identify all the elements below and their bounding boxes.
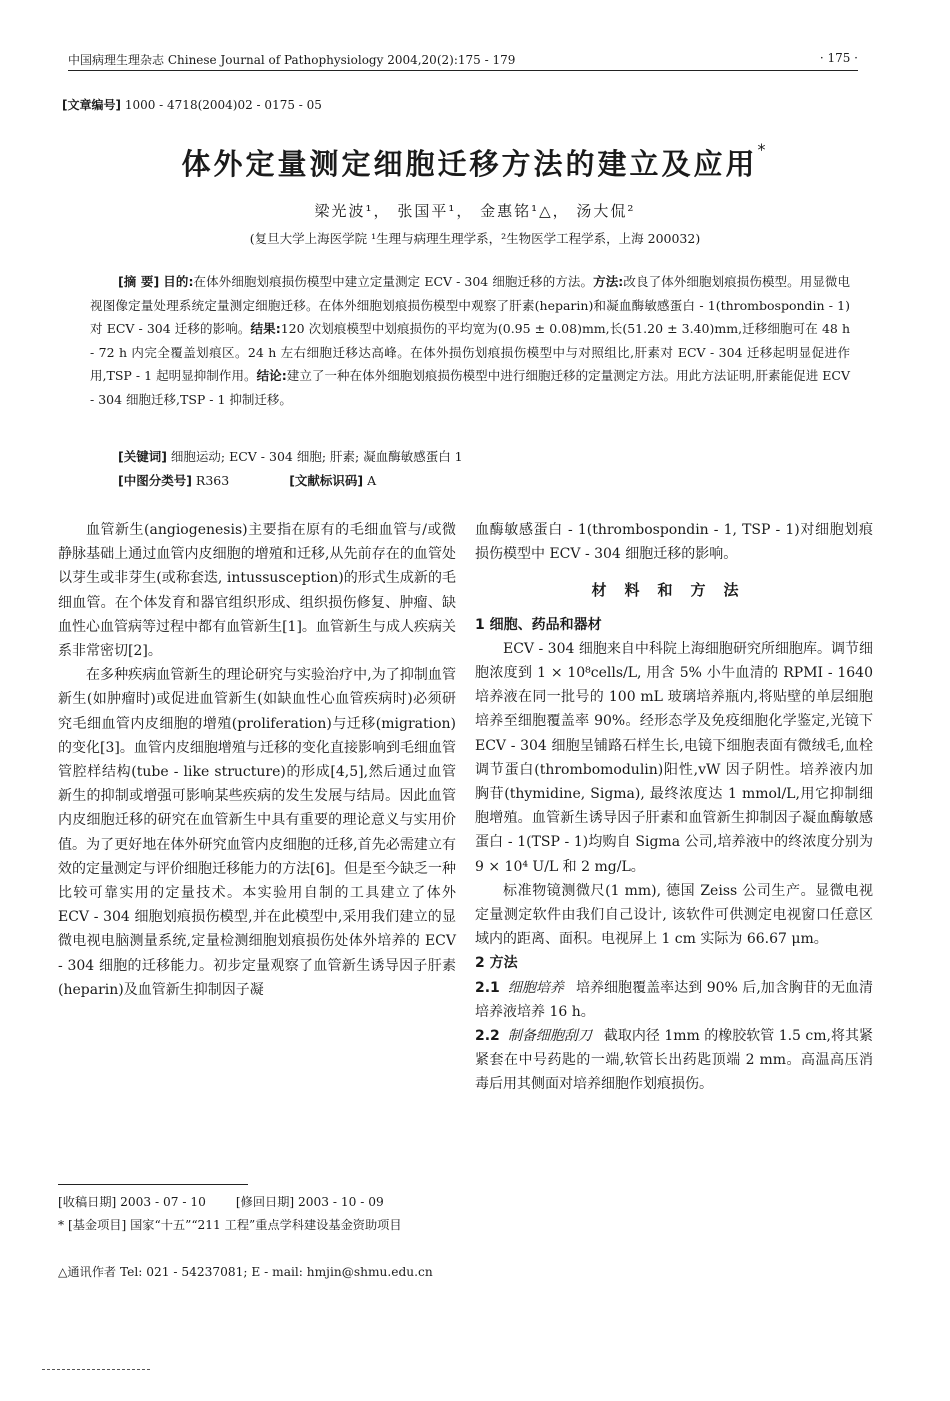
received-date: 2003 - 07 - 10 [120, 1195, 206, 1209]
intro-paragraph-1: 血管新生(angiogenesis)主要指在原有的毛细血管与/或微静脉基础上通过血管内皮细胞的增殖和迁移,从先前存在的血管处以芽生或非芽生(或称套迭, intussusception)的形式生成新的毛细血管。在个体发育和器官组织形成、组织损伤修复、肿瘤、缺血性心血管病等过程中都有血管新生[1]。血管新生与成人疾病关系非常密切[2]。 [58, 522, 456, 660]
authors: 梁光波¹， 张国平¹， 金惠铭¹△， 汤大侃² [314, 202, 636, 220]
subsection-2-2-number: 2.2 [475, 1028, 500, 1045]
subsection-2-1-text: 培养细胞覆盖率达到 90% 后,加含胸苷的无血清培养液培养 16 h。 [475, 979, 874, 1020]
right-column [475, 518, 873, 1097]
running-header [68, 48, 858, 71]
abstract-label: [摘 要] [118, 274, 160, 289]
footnote-separator [58, 1184, 248, 1185]
subsection-2-1-number: 2.1 [475, 979, 500, 996]
received-label: [收稿日期] [58, 1195, 117, 1209]
journal-citation: 中国病理生理杂志 Chinese Journal of Pathophysiology 2004,20(2):175 - 179 [68, 53, 516, 67]
methods-label: 方法: [593, 274, 624, 289]
article-number [62, 96, 322, 113]
intro-continuation: 血酶敏感蛋白 - 1(thrombospondin - 1, TSP - 1)对细胞划痕损伤模型中 ECV - 304 细胞迁移的影响。 [475, 522, 873, 563]
section-title-methods: 材料和方法 [591, 581, 757, 600]
subsection-2-2-title: 制备细胞刮刀 [507, 1028, 592, 1045]
results-label: 结果: [250, 321, 281, 336]
subsection-2-2 [475, 1024, 873, 1097]
clc-label: [中图分类号] [118, 473, 192, 488]
objective-text: 在体外细胞划痕损伤模型中建立定量测定 ECV - 304 细胞迁移的方法。 [193, 274, 594, 289]
conclusion-text: 建立了一种在体外细胞划痕损伤模型中进行细胞迁移的定量测定方法。用此方法证明,肝素能促进 ECV - 304 细胞迁移,TSP - 1 抑制迁移。 [90, 368, 851, 407]
footnote-contact: △通讯作者 Tel: 021 - 54237081; E - mail: hmjin@shmu.edu.cn [58, 1265, 433, 1279]
clc-value: R363 [195, 473, 230, 488]
keywords-label: [关键词] [118, 449, 167, 464]
keywords [118, 447, 463, 465]
doc-code-value: A [367, 473, 377, 488]
footnote-fund: * [基金项目] 国家“十五”“211 工程”重点学科建设基金资助项目 [58, 1218, 402, 1232]
conclusion-label: 结论: [256, 368, 287, 383]
revised-date: 2003 - 10 - 09 [298, 1195, 384, 1209]
revised-label: [修回日期] [235, 1195, 295, 1209]
subsection-2-1-title: 细胞培养 [507, 979, 564, 996]
affiliation: (复旦大学上海医学院 ¹生理与病理生理学系，²生物医学工程学系，上海 200032) [249, 231, 701, 246]
materials-paragraph-2: 标准物镜测微尺(1 mm), 德国 Zeiss 公司生产。显微电视定量测定软件由我们自己设计, 该软件可供测定电视窗口任意区域内的距离、面积。电视屏上 1 cm 实际为 66.67 μm。 [475, 882, 873, 948]
intro-paragraph-2: 在多种疾病血管新生的理论研究与实验治疗中,为了抑制血管新生(如肿瘤时)或促进血管新生(如缺血性心血管疾病时)必须研究毛细血管内皮细胞的增殖(proliferation)与迁移(migration)的变化[3]。血管内皮细胞增殖与迁移的变化直接影响到毛细血管管腔样结构(tube - like structure)的形成[4,5],然后通过血管新生的抑制或增强可影响某些疾病的发生发展与结局。因此血管内皮细胞迁移的研究在血管新生中具有重要的理论意义与实用价值。为了更好地在体外研究血管内皮细胞的迁移,首先必需建立有效的定量测定与评价细胞迁移能力的方法[6]。但是至今缺乏一种比较可靠实用的定量技术。本实验用自制的工具建立了体外 ECV - 304 细胞划痕损伤模型,并在此模型中,采用我们建立的显微电视电脑测量系统,定量检测细胞划痕损伤处体外培养的 ECV - 304 细胞的迁移能力。初步定量观察了血管新生诱导因子肝素(heparin)及血管新生抑制因子凝 [58, 667, 456, 998]
results-text: 120 次划痕模型中划痕损伤的平均宽为(0.95 ± 0.08)mm,长(51.20 ± 3.40)mm,迁移细胞可在 48 h - 72 h 内完全覆盖划痕区。24 h 左右细胞迁移达高峰。在体外损伤划痕损伤模型中与对照组比,肝素对 ECV - 304 迁移起明显促进作用,TSP - 1 起明显抑制作用。 [90, 321, 850, 383]
left-column [58, 518, 456, 1002]
heading-methods: 2 方法 [475, 955, 518, 972]
objective-label: 目的: [163, 274, 194, 289]
subsection-2-2-text: 截取内径 1mm 的橡胶软管 1.5 cm,将其紧紧套在中号药匙的一端,软管长出药匙顶端 2 mm。高温高压消毒后用其侧面对培养细胞作划痕损伤。 [475, 1028, 873, 1093]
methods-text: 改良了体外细胞划痕损伤模型。用显微电视图像定量处理系统定量测定细胞迁移。在体外细胞划痕损伤模型中观察了肝素(heparin)和凝血酶敏感蛋白 - 1(thrombospondin - 1)对 ECV - 304 迁移的影响。 [90, 274, 851, 336]
article-number-value: 1000 - 4718(2004)02 - 0175 - 05 [124, 98, 322, 112]
subsection-2-1 [475, 976, 873, 1024]
title-footnote-mark: * [757, 140, 769, 159]
paper-title [0, 142, 950, 183]
page-bottom-rule [42, 1369, 150, 1370]
footnote-dates [58, 1192, 458, 1212]
materials-paragraph-1: ECV - 304 细胞来自中科院上海细胞研究所细胞库。调节细胞浓度到 1 × 10⁸cells/L, 用含 5% 小牛血清的 RPMI - 1640 培养液在同一批号的 100 mL 玻璃培养瓶内,将贴壁的单层细胞培养至细胞覆盖率 90%。经形态学及免疫细胞化学鉴定,光镜下 ECV - 304 细胞呈铺路石样生长,电镜下细胞表面有微绒毛,血栓调节蛋白(thrombomodulin)阳性,vW 因子阴性。培养液内加胸苷(thymidine, Sigma), 最终浓度达 1 mmol/L,用它抑制细胞增殖。血管新生诱导因子肝素和血管新生抑制因子凝血酶敏感蛋白 - 1(TSP - 1)均购自 Sigma 公司,培养液中的终浓度分别为 9 × 10⁴ U/L 和 2 mg/L。 [475, 640, 873, 875]
abstract [90, 270, 850, 411]
heading-cells-drugs: 1 细胞、药品和器材 [475, 616, 602, 633]
paper-title-text: 体外定量测定细胞迁移方法的建立及应用 [181, 147, 758, 181]
doc-code-label: [文献标识码] [289, 473, 364, 488]
page-number: · 175 · [819, 51, 858, 65]
keywords-value: 细胞运动; ECV - 304 细胞; 肝素; 凝血酶敏感蛋白 1 [170, 449, 463, 464]
article-number-label: [文章编号] [62, 98, 121, 112]
classification [118, 471, 376, 489]
